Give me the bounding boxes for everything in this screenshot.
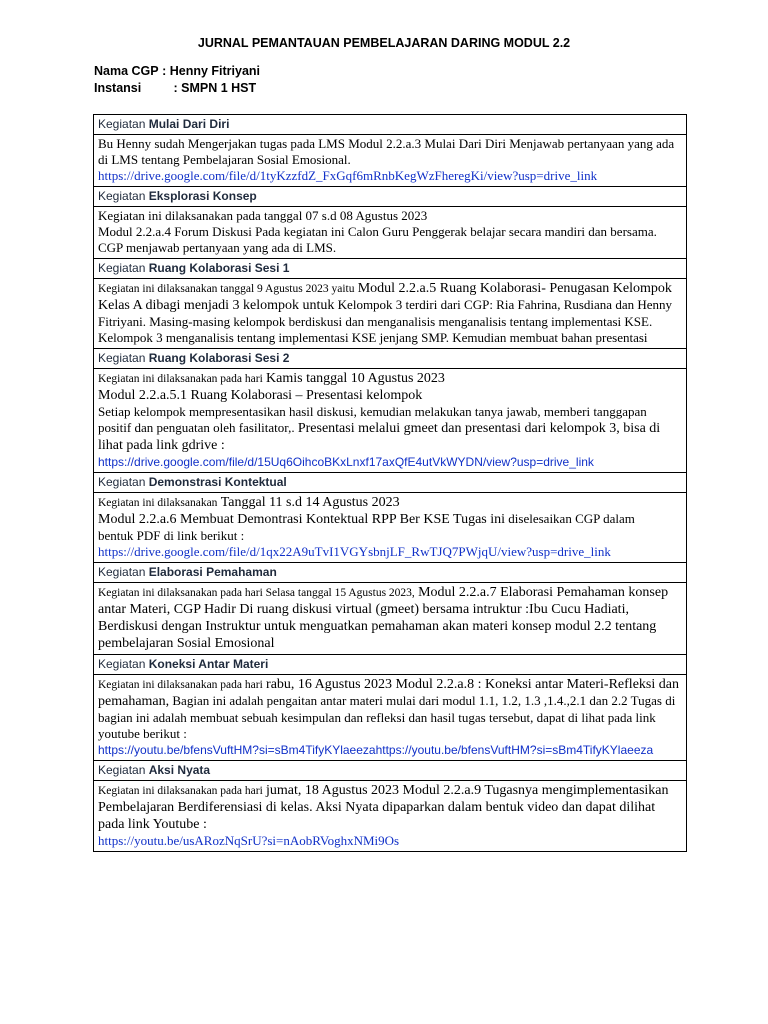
drive-link[interactable]: https://drive.google.com/file/d/1qx22A9uTvI1VGYsbnjLF_RwTJQ7PWjqU/view?usp=drive_link — [98, 544, 611, 559]
kegiatan-label: Kegiatan — [98, 763, 146, 777]
nama-cgp-row — [94, 64, 260, 78]
section-text: Presentasi melalui gmeet dan presentasi dari kelompok 3, bisa di lihat pada link gdrive : — [98, 421, 661, 453]
section-text: Bu Henny sudah Mengerjakan tugas pada LMS Modul 2.2.a.3 Mulai Dari Diri Menjawab pertanyaan yang ada di LMS tentang Pembelajaran Sosial Emosional. — [98, 136, 675, 167]
kegiatan-label: Kegiatan — [98, 351, 146, 365]
section-body-ruang-kolaborasi-1 — [94, 279, 687, 349]
section-body-mulai-dari-diri — [94, 135, 687, 187]
section-body-ruang-kolaborasi-2 — [94, 369, 687, 473]
section-header-aksi-nyata — [94, 761, 687, 781]
kegiatan-label: Kegiatan — [98, 565, 146, 579]
section-text: Kegiatan ini dilaksanakan pada hari — [98, 785, 263, 797]
section-text: Kegiatan ini dilaksanakan tanggal 9 Agustus 2023 yaitu — [98, 283, 355, 295]
section-header-mulai-dari-diri — [94, 115, 687, 135]
instansi-label: Instansi — [94, 81, 142, 95]
section-body-demonstrasi-kontektual — [94, 493, 687, 563]
document-title: JURNAL PEMANTAUAN PEMBELAJARAN DARING MODUL 2.2 — [197, 36, 571, 50]
section-name: Aksi Nyata — [148, 763, 211, 777]
section-text: diselesaikan CGP dalam — [508, 511, 635, 526]
section-name: Mulai Dari Diri — [148, 117, 230, 131]
youtube-link[interactable]: https://youtu.be/usARozNqSrU?si=nAobRVoghxNMi9Os — [98, 833, 400, 848]
section-header-koneksi-antar-materi — [94, 655, 687, 675]
section-header-eksplorasi-konsep — [94, 187, 687, 207]
section-name: Eksplorasi Konsep — [148, 189, 257, 203]
drive-link[interactable]: https://drive.google.com/file/d/1tyKzzfdZ_FxGqf6mRnbKegWzFheregKi/view?usp=drive_link — [98, 168, 598, 183]
section-name: Elaborasi Pemahaman — [148, 565, 277, 579]
kegiatan-label: Kegiatan — [98, 189, 146, 203]
section-text: Modul 2.2.a.6 Membuat Demontrasi Kontektual RPP Ber KSE Tugas ini — [98, 512, 506, 527]
instansi-row — [94, 81, 256, 95]
section-text: Tugas di bagian ini adalah membuat sebuah kesimpulan dan refleksi dan hasil tugas tersebut, dapat di lihat pada link youtube berikut : — [98, 693, 676, 741]
section-text: Kegiatan ini dilaksanakan pada hari — [98, 679, 263, 691]
section-header-ruang-kolaborasi-1 — [94, 259, 687, 279]
section-body-koneksi-antar-materi — [94, 675, 687, 761]
section-name: Ruang Kolaborasi Sesi 2 — [148, 351, 290, 365]
section-text: jumat, 18 Agustus 2023 Modul 2.2.a.9 Tugasnya mengimplementasikan Pembelajaran Berdiferensiasi di kelas. Aksi Nyata dipaparkan dalam bentuk video dan dapat dilihat pada link Youtube : — [98, 783, 669, 832]
section-text: Kamis tanggal 10 Agustus 2023 — [266, 371, 445, 386]
section-text: Kegiatan ini dilaksanakan pada hari Selasa tanggal 15 Agustus 2023, — [98, 587, 415, 599]
section-text: rabu, 16 Agustus 2023 Modul 2.2.a.8 : Koneksi antar Materi-Refleksi dan pemahaman, — [98, 677, 679, 709]
nama-cgp-value: : Henny Fitriyani — [162, 64, 261, 78]
section-text: Kegiatan ini dilaksanakan pada tanggal 07 s.d 08 Agustus 2023 — [98, 208, 428, 223]
kegiatan-label: Kegiatan — [98, 475, 146, 489]
youtube-link[interactable]: https://youtu.be/bfensVuftHM?si=sBm4TifyKYlaeezahttps://youtu.be/bfensVuftHM?si=sBm4TifyKYlaeeza — [98, 743, 654, 757]
instansi-value: : SMPN 1 HST — [173, 81, 257, 95]
section-header-demonstrasi-kontektual — [94, 473, 687, 493]
section-name: Koneksi Antar Materi — [148, 657, 269, 671]
section-body-aksi-nyata — [94, 781, 687, 852]
section-text: Kelompok 3 terdiri dari CGP: Ria Fahrina, Rusdiana dan Henny Fitriyani. Masing-masing kelompok berdiskusi dan menganalisis menganalisis tentang implementasi KSE. Kelompok 3 menganalisis tentang implementasi KSE jenjang SMP. Kemudian membuat bahan presentasi — [98, 297, 673, 345]
kegiatan-label: Kegiatan — [98, 261, 146, 275]
drive-link[interactable]: https://drive.google.com/file/d/15Uq6OihcoBKxLnxf17axQfE4utVkWYDN/view?usp=drive_link — [98, 455, 594, 469]
section-text: Modul 2.2.a.7 Elaborasi Pemahaman konsep antar Materi, CGP Hadir Di ruang diskusi virtual (gmeet) bersama intruktur :Ibu Cucu Hadiati, Berdiskusi dengan Instruktur untuk menguatkan pemahaman akan materi konsep modul 2.2 tentang pembelajaran Sosial Emosional — [98, 585, 669, 651]
section-text: Kegiatan ini dilaksanakan — [98, 497, 218, 509]
nama-cgp-label: Nama CGP — [94, 64, 159, 78]
section-text: Kegiatan ini dilaksanakan pada hari — [98, 373, 263, 385]
section-text: Modul 2.2.a.5.1 Ruang Kolaborasi – Presentasi kelompok — [98, 388, 423, 403]
section-text: Bagian ini adalah pengaitan antar materi mulai dari modul 1.1, 1.2, 1.3 ,1.4.,2.1 dan 2.2 — [172, 693, 628, 708]
section-text: Tanggal 11 s.d 14 Agustus 2023 — [220, 495, 400, 510]
section-text: Modul 2.2.a.5 Ruang Kolaborasi- Penugasan Kelompok Kelas A dibagi menjadi 3 kelompok untuk — [98, 281, 672, 313]
section-name: Demonstrasi Kontektual — [148, 475, 287, 489]
kegiatan-label: Kegiatan — [98, 657, 146, 671]
section-header-elaborasi-pemahaman — [94, 563, 687, 583]
section-text: Modul 2.2.a.4 Forum Diskusi Pada kegiatan ini Calon Guru Penggerak belajar secara mandiri dan bersama. CGP menjawab pertanyaan yang ada di LMS. — [98, 224, 657, 255]
section-name: Ruang Kolaborasi Sesi 1 — [148, 261, 290, 275]
journal-table — [93, 114, 687, 852]
kegiatan-label: Kegiatan — [98, 117, 146, 131]
section-text: bentuk PDF di link berikut : — [98, 528, 245, 543]
section-header-ruang-kolaborasi-2 — [94, 349, 687, 369]
section-body-elaborasi-pemahaman — [94, 583, 687, 655]
section-body-eksplorasi-konsep — [94, 207, 687, 259]
section-text: Setiap kelompok mempresentasikan hasil diskusi, kemudian melakukan tanya jawab, memberi tanggapan positif dan penguatan oleh fasilitator,. — [98, 404, 647, 435]
